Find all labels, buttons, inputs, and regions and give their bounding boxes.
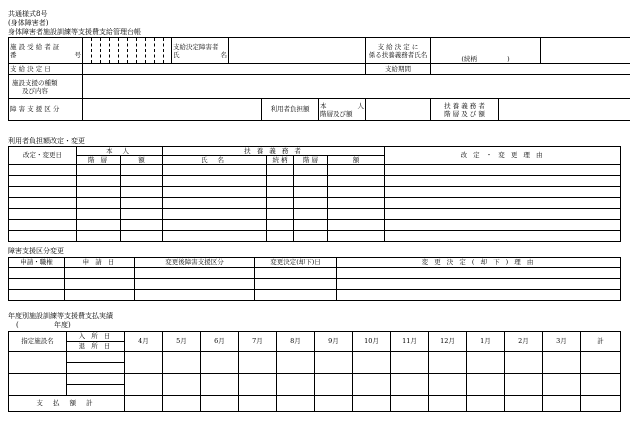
period-label: 支給期間 xyxy=(366,64,431,75)
form-category: (身体障害者) xyxy=(8,19,49,27)
col-apply-date: 申 請 日 xyxy=(65,258,135,268)
disabled-name-field[interactable] xyxy=(229,38,366,64)
recipient-number-digit[interactable] xyxy=(137,38,146,64)
sub-level2: 階 層 xyxy=(294,156,328,165)
obligor-name-label: 支 給 決 定 に 係る扶養義務者氏名 xyxy=(366,38,431,64)
page-title: 身体障害者施設訓練等支援費支給管理台帳 xyxy=(8,28,141,36)
payment-total-label: 支 払 額 計 xyxy=(9,396,125,412)
month-header: 12月 xyxy=(429,332,467,352)
sub-name: 氏 名 xyxy=(163,156,267,165)
support-class-label: 障 害 支 援 区 分 xyxy=(9,99,83,121)
form-number: 共通様式8号 xyxy=(8,10,48,18)
facility-type-field[interactable] xyxy=(83,75,630,99)
disabled-name-label: 支給決定障害者 氏 名 xyxy=(172,38,229,64)
year-label: 年度) xyxy=(54,321,71,329)
class-change-table xyxy=(8,257,621,301)
recipient-number-digit[interactable] xyxy=(83,38,92,64)
table-row[interactable] xyxy=(9,209,621,220)
payment-total-row[interactable] xyxy=(9,396,621,412)
obligor-burden-label: 扶 養 義 務 者 階 層 及 び 額 xyxy=(431,99,499,121)
col-date: 改定・変更日 xyxy=(9,147,77,165)
col-exit: 退 所 日 xyxy=(67,342,125,352)
relation-label: (続柄 xyxy=(461,55,477,63)
year-open: ( xyxy=(16,321,19,329)
decision-date-field[interactable] xyxy=(83,64,366,75)
table-row[interactable] xyxy=(9,198,621,209)
facility-name-cell[interactable] xyxy=(9,352,67,374)
class-change-title: 障害支援区分変更 xyxy=(8,247,64,255)
recipient-number-digit[interactable] xyxy=(110,38,119,64)
col-total: 計 xyxy=(581,332,621,352)
facility-type-label: 施設支援の種類 及び内容 xyxy=(9,75,83,99)
table-row[interactable] xyxy=(9,231,621,242)
recipient-number-digit[interactable] xyxy=(146,38,155,64)
table-row[interactable] xyxy=(9,352,621,363)
sub-amount: 額 xyxy=(121,156,163,165)
sub-relation: 続 柄 xyxy=(267,156,294,165)
month-header: 5月 xyxy=(163,332,201,352)
burden-change-title: 利用者負担額改定・変更 xyxy=(8,137,85,145)
col-after: 変更後障害支援区分 xyxy=(135,258,255,268)
col-obligor: 扶 養 義 務 者 xyxy=(163,147,385,156)
month-header: 6月 xyxy=(201,332,239,352)
recipient-number-digit[interactable] xyxy=(155,38,164,64)
table-row[interactable] xyxy=(9,176,621,187)
sub-amount2: 額 xyxy=(328,156,385,165)
payment-table xyxy=(8,331,621,412)
table-row[interactable] xyxy=(9,268,621,279)
recipient-number-digit[interactable] xyxy=(92,38,101,64)
recipient-number-digit[interactable] xyxy=(128,38,137,64)
recipient-number-digit[interactable] xyxy=(119,38,128,64)
recipient-number-digit[interactable] xyxy=(164,38,172,64)
col-reason: 変 更 決 定 ( 却 下 ) 理 由 xyxy=(337,258,621,268)
col-entry: 入 所 日 xyxy=(67,332,125,342)
ledger-table xyxy=(8,37,630,121)
payment-title: 年度別施設訓練等支援費支払実績 xyxy=(8,312,113,320)
col-facility: 指定施設名 xyxy=(9,332,67,352)
month-header: 7月 xyxy=(239,332,277,352)
recipient-number-digit[interactable] xyxy=(101,38,110,64)
month-header: 1月 xyxy=(467,332,505,352)
table-row[interactable] xyxy=(9,165,621,176)
month-header: 9月 xyxy=(315,332,353,352)
sub-level: 階 層 xyxy=(77,156,121,165)
self-burden-label: 本 人 階層及び額 xyxy=(319,99,366,121)
table-row[interactable] xyxy=(9,279,621,290)
self-burden-field[interactable] xyxy=(366,99,431,121)
table-row[interactable] xyxy=(9,374,621,385)
support-class-field[interactable] xyxy=(83,99,262,121)
table-row[interactable] xyxy=(9,187,621,198)
col-decision-date: 変更決定(却下)日 xyxy=(255,258,337,268)
obligor-name-field[interactable] xyxy=(431,38,541,64)
month-header: 4月 xyxy=(125,332,163,352)
col-apply: 申請・職権 xyxy=(9,258,65,268)
month-header: 10月 xyxy=(353,332,391,352)
table-row[interactable] xyxy=(9,220,621,231)
col-self: 本 人 xyxy=(77,147,163,156)
month-header: 2月 xyxy=(505,332,543,352)
decision-date-label: 支 給 決 定 日 xyxy=(9,64,83,75)
month-header: 3月 xyxy=(543,332,581,352)
table-row[interactable] xyxy=(9,290,621,301)
period-field[interactable] xyxy=(431,64,630,75)
burden-change-table xyxy=(8,146,621,242)
recipient-number-label: 施 設 受 給 者 証 番 号 xyxy=(9,38,83,64)
facility-name-cell[interactable] xyxy=(9,374,67,396)
col-reason: 改 定 ・ 変 更 理 由 xyxy=(385,147,621,165)
user-burden-label: 利用者負担額 xyxy=(262,99,319,121)
month-header: 11月 xyxy=(391,332,429,352)
month-header: 8月 xyxy=(277,332,315,352)
obligor-extra-field[interactable] xyxy=(541,38,630,64)
obligor-burden-field[interactable] xyxy=(499,99,630,121)
relation-close: ) xyxy=(507,55,510,63)
